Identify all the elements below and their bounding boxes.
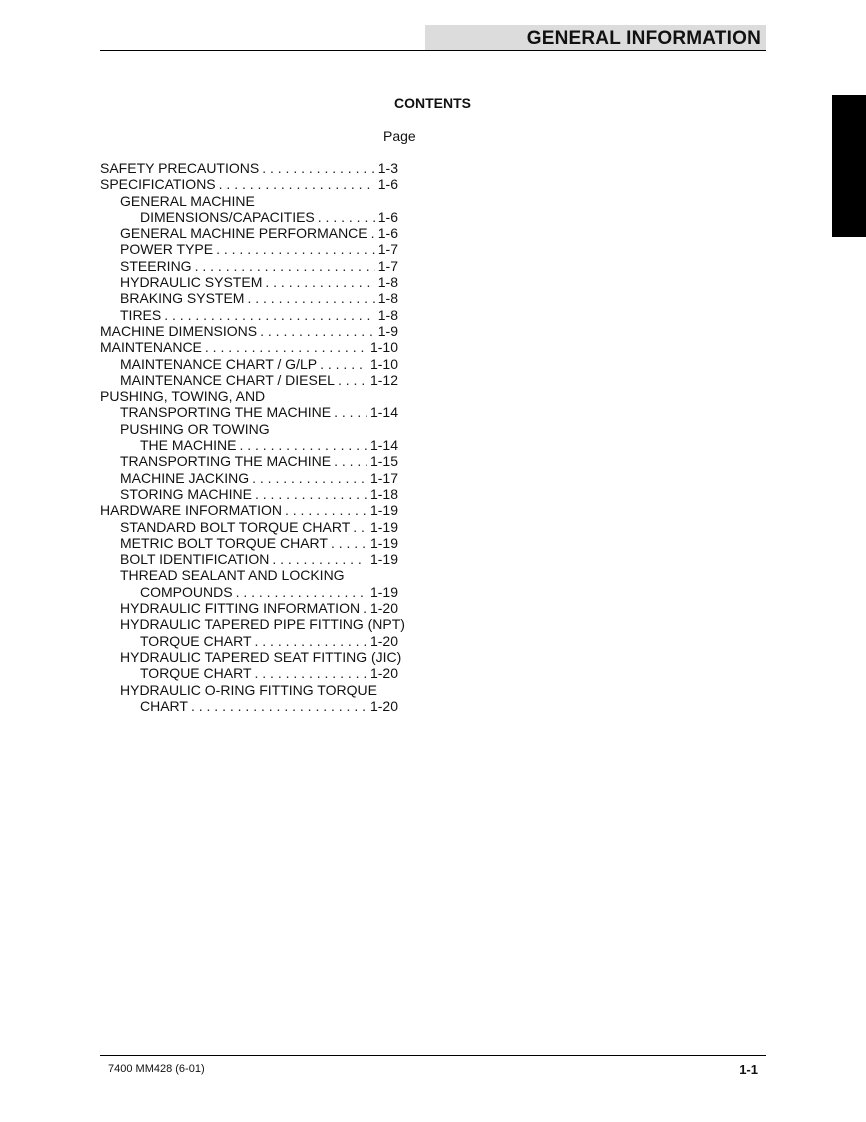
toc-entry [100,388,398,404]
toc-entry [120,225,398,241]
toc-leader-dots [255,665,367,681]
toc-entry-title: PUSHING OR TOWING [120,420,270,437]
toc-entry-page: 1-8 [377,306,398,323]
toc-entry [120,486,398,502]
toc-entry-title: DIMENSIONS/CAPACITIES [140,208,315,225]
toc-entry [120,535,398,551]
toc-entry-title: MAINTENANCE [100,339,202,356]
toc-leader-dots [265,274,374,290]
toc-entry [100,323,398,339]
toc-entry-title: HYDRAULIC O-RING FITTING TORQUE [120,681,377,698]
toc-entry-title: MAINTENANCE CHART / DIESEL [120,371,335,388]
toc-entry [120,290,398,306]
toc-leader-dots [219,176,375,192]
toc-leader-dots [195,258,375,274]
section-tab-marker [832,95,866,237]
toc-leader-dots [353,519,367,535]
toc-entry-page: 1-19 [369,518,398,535]
toc-leader-dots [331,535,367,551]
toc-entry [140,633,398,649]
toc-entry [100,339,398,355]
toc-leader-dots [247,290,374,306]
toc-entry [120,600,398,616]
toc-entry-title: PUSHING, TOWING, AND [100,388,266,405]
toc-entry-page: 1-7 [377,257,398,274]
toc-entry-title: HYDRAULIC TAPERED SEAT FITTING (JIC) [120,648,402,665]
toc-entry-title: COMPOUNDS [140,583,233,600]
toc-entry-title: STORING MACHINE [120,485,252,502]
toc-entry-page: 1-20 [369,697,398,714]
toc-leader-dots [164,307,375,323]
toc-entry-title: TRANSPORTING THE MACHINE [120,453,332,470]
toc-leader-dots [236,584,367,600]
toc-entry-page: 1-20 [369,665,398,682]
toc-entry-title: THE MACHINE [140,437,237,454]
toc-entry [140,209,398,225]
toc-leader-dots [334,453,367,469]
toc-entry [120,372,398,388]
table-of-contents [100,160,405,714]
toc-entry-page: 1-19 [369,551,398,568]
header-rule [100,50,766,51]
toc-entry-page: 1-6 [377,208,398,225]
toc-entry [120,193,398,209]
toc-entry [140,698,398,714]
toc-leader-dots [320,356,367,372]
toc-entry-page: 1-9 [377,322,398,339]
page-column-label: Page [383,128,416,144]
toc-entry [100,502,398,518]
toc-entry-page: 1-8 [377,290,398,307]
toc-entry-page: 1-19 [369,583,398,600]
toc-entry [120,404,398,420]
toc-entry-page: 1-6 [377,225,398,242]
toc-entry-title: CHART [140,697,188,714]
toc-entry-title: STANDARD BOLT TORQUE CHART [120,518,351,535]
toc-entry-page: 1-17 [369,469,398,486]
toc-entry [100,160,398,176]
toc-entry-title: SPECIFICATIONS [100,176,216,193]
toc-leader-dots [272,551,367,567]
toc-entry-title: POWER TYPE [120,241,214,258]
toc-entry-title: THREAD SEALANT AND LOCKING [120,567,345,584]
toc-entry [100,176,398,192]
toc-leader-dots [363,600,367,616]
toc-entry-title: METRIC BOLT TORQUE CHART [120,534,328,551]
toc-entry-page: 1-10 [369,355,398,372]
toc-entry-page: 1-8 [377,274,398,291]
toc-entry [120,241,398,257]
toc-entry-page: 1-14 [369,404,398,421]
page-number: 1-1 [739,1062,758,1077]
toc-leader-dots [216,241,375,257]
toc-entry [140,665,398,681]
toc-leader-dots [262,160,375,176]
toc-entry [120,307,398,323]
toc-entry-title: BRAKING SYSTEM [120,290,245,307]
toc-entry [120,519,398,535]
toc-entry-title: TIRES [120,306,162,323]
toc-entry [120,274,398,290]
toc-entry [140,584,398,600]
toc-entry [120,648,402,665]
toc-entry [120,682,398,698]
toc-entry-page: 1-19 [369,502,398,519]
toc-leader-dots [371,225,375,241]
toc-entry-page: 1-12 [369,371,398,388]
toc-entry [120,470,398,486]
toc-entry-page: 1-19 [369,534,398,551]
toc-entry-page: 1-10 [369,339,398,356]
toc-entry-page: 1-14 [369,437,398,454]
toc-entry-title: HARDWARE INFORMATION [100,502,282,519]
toc-entry [140,437,398,453]
toc-entry-title: TORQUE CHART [140,632,252,649]
toc-entry-title: GENERAL MACHINE [120,192,255,209]
toc-entry-title: MACHINE DIMENSIONS [100,322,258,339]
toc-entry [120,551,398,567]
toc-entry-title: STEERING [120,257,192,274]
toc-entry [120,258,398,274]
toc-entry [120,616,405,633]
toc-leader-dots [338,372,367,388]
toc-entry-page: 1-20 [369,600,398,617]
toc-entry-title: MACHINE JACKING [120,469,250,486]
toc-entry [120,356,398,372]
toc-entry-title: HYDRAULIC FITTING INFORMATION [120,600,361,617]
toc-entry-title: BOLT IDENTIFICATION [120,551,270,568]
toc-entry-title: TRANSPORTING THE MACHINE [120,404,332,421]
toc-entry-page: 1-6 [377,176,398,193]
toc-entry-title: SAFETY PRECAUTIONS [100,160,260,176]
toc-entry [120,567,398,583]
toc-leader-dots [252,470,367,486]
toc-leader-dots [334,404,367,420]
section-title: GENERAL INFORMATION [526,28,761,49]
toc-entry-title: TORQUE CHART [140,665,252,682]
toc-entry-title: GENERAL MACHINE PERFORMANCE [120,225,368,242]
toc-leader-dots [191,698,367,714]
toc-leader-dots [205,339,367,355]
toc-leader-dots [285,502,367,518]
toc-entry-title: HYDRAULIC TAPERED PIPE FITTING (NPT) [120,616,405,633]
toc-leader-dots [255,633,367,649]
toc-entry-page: 1-3 [377,160,398,176]
toc-leader-dots [318,209,375,225]
toc-entry-title: HYDRAULIC SYSTEM [120,274,263,291]
toc-entry-page: 1-15 [369,453,398,470]
toc-leader-dots [260,323,375,339]
document-id: 7400 MM428 (6-01) [108,1063,205,1075]
toc-entry-title: MAINTENANCE CHART / G/LP [120,355,318,372]
contents-heading: CONTENTS [394,95,471,111]
toc-entry-page: 1-7 [377,241,398,258]
toc-entry [120,421,398,437]
toc-leader-dots [255,486,367,502]
toc-entry-page: 1-18 [369,485,398,502]
toc-entry [120,453,398,469]
toc-leader-dots [239,437,367,453]
toc-entry-page: 1-20 [369,632,398,649]
footer-rule [100,1055,766,1056]
